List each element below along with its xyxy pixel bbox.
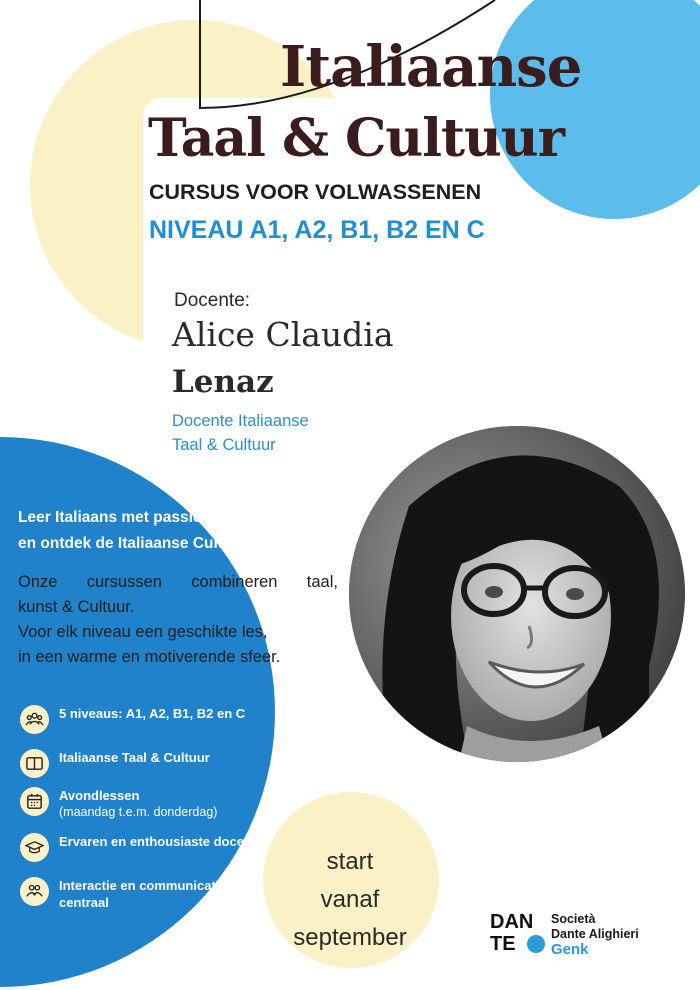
feature-title: Avondlessen <box>59 788 140 803</box>
start-date-badge <box>272 843 428 957</box>
feature-title: Italiaanse Taal & Cultuur <box>59 750 210 765</box>
svg-text:TE: TE <box>490 933 516 955</box>
svg-text:DAN: DAN <box>490 911 534 933</box>
intro-body-line-4: in een warme en motiverende sfeer. <box>18 648 281 666</box>
intro-body <box>18 570 338 670</box>
feature-title: Interactie en communicatie staan centraal <box>59 878 265 910</box>
teacher-label: Docente: <box>174 290 251 311</box>
intro-heading-line-1: Leer Italiaans met passie <box>18 509 202 526</box>
group-icon <box>20 705 49 734</box>
intro-word: taal, <box>306 573 338 591</box>
intro-word: Onze <box>18 573 58 591</box>
start-line-3: september <box>293 924 407 951</box>
teacher-first-name: Alice Claudia <box>172 315 394 354</box>
teacher-photo <box>349 426 685 762</box>
feature-subtitle: (maandag t.e.m. donderdag) <box>59 805 218 819</box>
book-icon <box>20 749 49 778</box>
portrait-illustration <box>349 426 685 762</box>
feature-item-interaction <box>20 877 274 911</box>
teacher-role-line-2: Taal & Cultuur <box>172 436 276 454</box>
feature-item-teacher <box>20 833 274 862</box>
teacher-role-line-1: Docente Italiaanse <box>172 412 309 430</box>
graduation-cap-icon <box>20 833 49 862</box>
intro-body-line-2: kunst & Cultuur. <box>18 598 135 616</box>
intro-body-line-1 <box>18 570 338 595</box>
calendar-icon <box>20 787 49 816</box>
levels-heading: NIVEAU A1, A2, B1, B2 EN C <box>149 216 485 244</box>
start-line-2: vanaf <box>320 886 380 913</box>
title-line-1: Italiaanse <box>280 34 582 100</box>
intro-heading-line-2: en ontdek de Italiaanse Cultuur! <box>18 535 254 552</box>
logo-name: Dante Alighieri <box>551 927 639 941</box>
feature-item-course <box>20 749 274 778</box>
logo-city: Genk <box>551 941 589 958</box>
intro-heading <box>18 505 338 557</box>
people-icon <box>20 877 49 906</box>
title-line-2: Taal & Cultuur <box>148 108 564 169</box>
start-line-1: start <box>326 848 374 875</box>
intro-body-line-3: Voor elk niveau een geschikte les, <box>18 623 268 641</box>
feature-item-levels <box>20 705 274 734</box>
feature-title: 5 niveaus: A1, A2, B1, B2 en C <box>59 706 246 721</box>
intro-word: combineren <box>191 573 278 591</box>
teacher-role <box>172 409 372 457</box>
feature-title: Ervaren en enthousiaste docente <box>59 834 264 849</box>
feature-text-block <box>59 787 274 821</box>
logo-society: Società <box>551 912 596 926</box>
teacher-last-name: Lenaz <box>172 364 274 400</box>
intro-word: cursussen <box>86 573 162 591</box>
feature-item-evening <box>20 787 274 821</box>
subtitle: CURSUS VOOR VOLWASSENEN <box>149 180 482 204</box>
